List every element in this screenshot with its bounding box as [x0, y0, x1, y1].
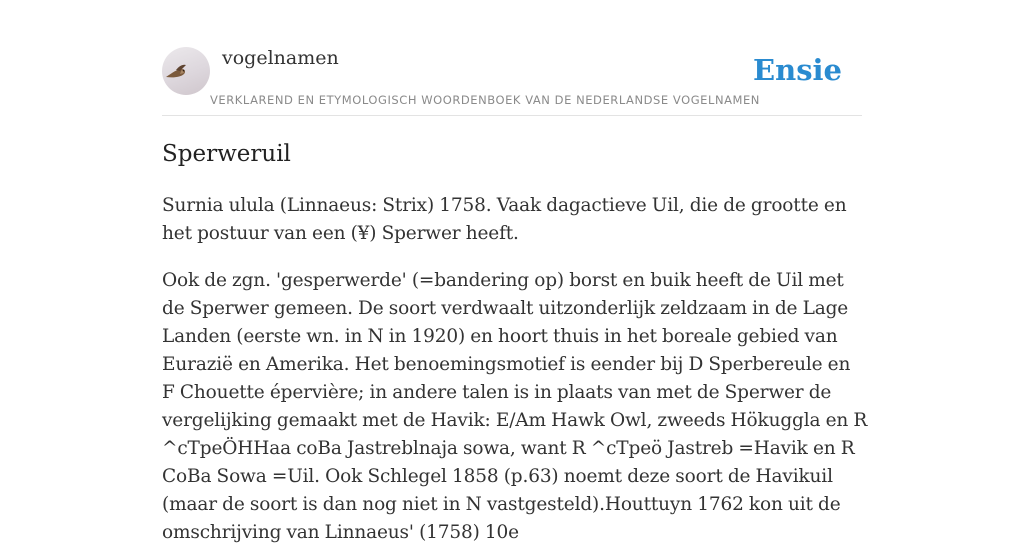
site-name[interactable]: vogelnamen	[222, 47, 339, 69]
brand-logo[interactable]: Ensie	[753, 53, 842, 87]
article-paragraph: Surnia ulula (Linnaeus: Strix) 1758. Vaak dagactieve Uil, die de grootte en het postuur van een (¥) Sperwer heeft.	[162, 195, 847, 244]
avatar[interactable]	[162, 47, 210, 95]
header-divider	[162, 115, 862, 116]
site-subtitle: VERKLAREND EN ETYMOLOGISCH WOORDENBOEK VAN DE NEDERLANDSE VOGELNAMEN	[210, 93, 760, 107]
bird-photo-icon	[162, 47, 210, 95]
article-paragraph: Ook de zgn. 'gesperwerde' (=bandering op) borst en buik heeft de Uil met de Sperwer gemeen. De soort verdwaalt uitzonderlijk zeldzaam in de Lage Landen (eerste wn. in N in 1920) en hoort thuis in het boreale gebied van Eurazië en Amerika. Het benoemingsmotief is eender bij D Sperbereule en F Chouette épervière; in andere talen is in plaats van met de Sperwer de vergelijking gemaakt met de Havik: E/Am Hawk Owl, zweeds Hökuggla en R ^cTpeÖHHaa coBa Jastreblnaja sowa, want R ^cTpeö Jastreb =Havik en R CoBa Sowa =Uil. Ook Schlegel 1858 (p.63) noemt deze soort de Havikuil (maar de soort is dan nog niet in N vastgesteld).Houttuyn 1762 kon uit de omschrijving van Linnaeus' (1758) 10e	[162, 270, 868, 543]
article	[162, 138, 868, 547]
page-title: Sperweruil	[162, 141, 291, 167]
site-header	[162, 46, 862, 116]
